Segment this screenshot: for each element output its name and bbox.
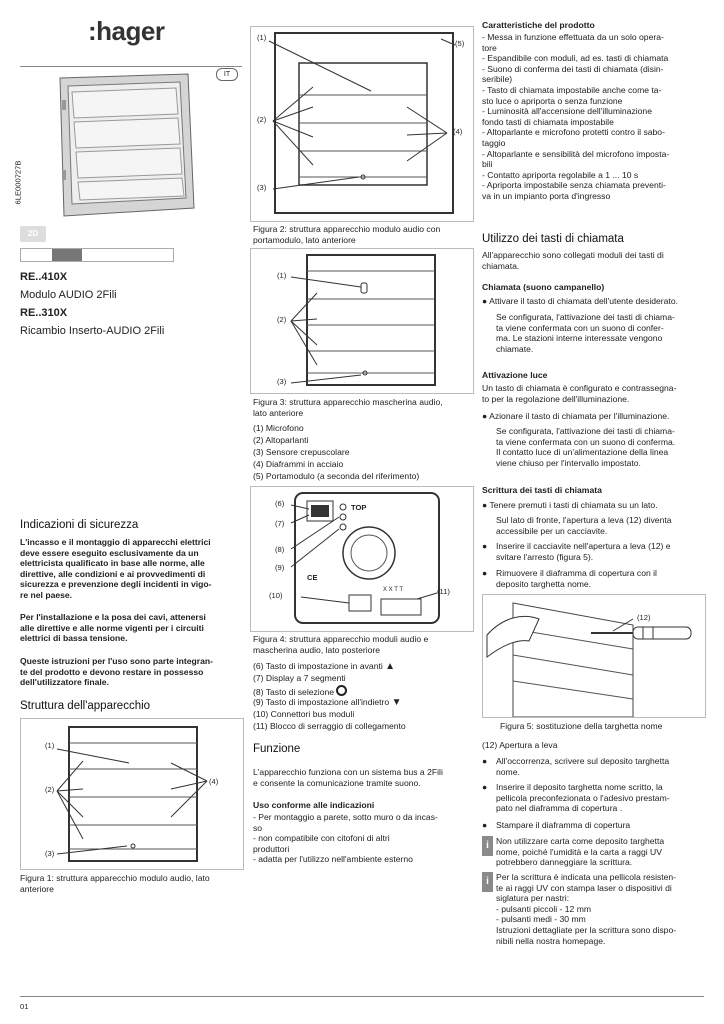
fig4-caption: Figura 4: struttura apparecchio moduli audio e mascherina audio, lato posteriore [253,634,429,655]
scr-bullet-1: ● Tenere premuti i tasti di chiamata su un lato. [482,500,658,510]
scrittura-title: Scrittura dei tasti di chiamata [482,485,602,495]
luce-bullet: ● Azionare il tasto di chiamata per l'illuminazione. [482,411,670,421]
figure-3 [250,248,474,394]
funzione-title: Funzione [253,743,301,755]
luce-title: Attivazione luce [482,370,548,380]
chiamata-bullet-text: Attivare il tasto di chiamata dell'utente desiderato. [489,296,679,306]
fig4-top-mark: TOP [351,503,367,512]
fig3-label-2: (2) [277,315,287,324]
circle-icon [336,685,347,696]
after5-bullet-2: ● [482,782,488,792]
legend2-text-9: (9) Tasto di impostazione all'indietro [253,697,390,707]
fig1-label-1: (1) [45,741,55,750]
fig4-label-8: (8) [275,545,285,554]
after5-bullet-1-text: All'occorrenza, scrivere sul deposito targhetta nome. [496,756,670,777]
product-image [48,70,198,220]
safety-title: Indicazioni di sicurezza [20,519,139,531]
brand-logo: :hager [88,16,165,46]
triangle-up-icon: ▲ [385,661,396,672]
scr-para-1: Sul lato di fronte, l'apertura a leva (12) diventa accessibile per un cacciavite. [496,515,672,536]
scr-bullet-2: ● [482,541,488,551]
utilizzo-intro: All'apparecchio sono collegati moduli dei tasti di chiamata. [482,250,664,271]
fig5-label-12: (12) [637,613,651,622]
caratt-list: - Messa in funzione effettuata da un solo opera- tore - Espandibile con moduli, ad es. tasti di chiamata - Suono di conferma dei tasti di chiamata (disin- seribile) - Tasto di chiamata impostabile anche come ta- sto luce o apriporta o senza funzione - Luminosità all'accensione dell'illuminazione fondo tasti di chiamata impostabile - Altoparlante e microfono protetti contro il sabo- taggio - Altoparlante e sensibilità del microfono imposta- bili - Contatto apriporta regolabile a 1 ... 10 s - Apriporta impostabile senza chiamata preventi- va in un impianto porta d'ingresso [482,32,670,201]
funzione-text: L'apparecchio funziona con un sistema bus a 2Fili e consente la comunicazione tramite suono. [253,767,443,788]
footer-rule [20,996,704,997]
utilizzo-title: Utilizzo dei tasti di chiamata [482,233,624,245]
badge-2d: 2D [20,226,46,242]
apertura-label: (12) Apertura a leva [482,740,558,750]
legend1-item-3: (3) Sensore crepuscolare [253,447,350,457]
legend2-item-8 [253,685,347,698]
after5-bullet-1: ● [482,756,488,766]
doc-code: 6LE000727B [13,160,23,205]
chiamata-title: Chiamata (suono campanello) [482,282,605,292]
fig4-label-6: (6) [275,499,285,508]
fig1-label-3: (3) [45,849,55,858]
fig4-ce-mark: CE [307,573,318,582]
legend2-text-6: (6) Tasto di impostazione in avanti [253,661,383,671]
caratt-title: Caratteristiche del prodotto [482,20,595,30]
product-ref-2: RE..310X [20,307,68,319]
fig1-label-2: (2) [45,785,55,794]
fig2-label-3: (3) [257,183,267,192]
legend2-item-9 [253,697,401,709]
figure-2 [250,26,474,222]
uso-title: Uso conforme alle indicazioni [253,800,375,810]
legend2-text-8: (8) Tasto di selezione [253,687,335,697]
figure-1 [20,718,244,870]
legend1-item-4: (4) Diaframmi in acciaio [253,459,344,469]
fig2-label-5: (5) [455,39,465,48]
scr-bullet-3: ● [482,568,488,578]
safety-p3: Queste istruzioni per l'uso sono parte integran- te del prodotto e devono restare in possesso dell'utilizzatore finale. [20,656,214,688]
legend2-item-7: (7) Display a 7 segmenti [253,673,346,683]
fig4-label-7: (7) [275,519,285,528]
header-rule [20,66,242,67]
after5-bullet-3-text: Stampare il diaframma di copertura [496,820,631,830]
luce-bullet-text: Azionare il tasto di chiamata per l'illuminazione. [489,411,670,421]
fig2-label-1: (1) [257,33,267,42]
figure-4 [250,486,474,632]
info-note-1: Non utilizzare carta come deposito targhetta nome, poiché l'umidità e la carta a raggi UV potrebbero danneggiare la scrittura. [496,836,665,868]
after5-bullet-2-text: Inserire il deposito targhetta nome scritto, la pellicola preconfezionata o l'adesivo prestam- pato nel diaframma di copertura . [496,782,670,814]
luce-para: Se configurata, l'attivazione dei tasti di chiama- ta viene confermata con un suono di conferma. Il contatto luce di un'alimentazione della linea viene chiuso per l'intervallo impostato. [496,426,676,468]
fig1-label-4: (4) [209,777,219,786]
scr-bullet-2-text: Inserire il cacciavite nell'apertura a leva (12) e svitare l'arresto (figura 5). [496,541,671,562]
info-note-2: Per la scrittura è indicata una pellicola resisten- te ai raggi UV con stampa laser o dispositivi di siglatura per nastri: - pulsanti piccoli - 12 mm - pulsanti medi - 30 mm Istruzioni dettagliate per la scrittura sono dispo- nibili nella nostra homepage. [496,872,677,946]
structure-title: Struttura dell'apparecchio [20,700,151,712]
safety-p2: Per l'installazione e la posa dei cavi, attenersi alle direttive e alle norme vigenti per i circuiti elettrici di bassa tensione. [20,612,206,644]
fig3-label-1: (1) [277,271,287,280]
chiamata-para: Se configurata, l'attivazione dei tasti di chiama- ta viene confermata con un suono di confer- ma. Le stazioni interne interessate vengono chiamate. [496,312,675,354]
legend1-item-2: (2) Altoparlanti [253,435,309,445]
figure-5 [482,594,706,718]
uso-list: - Per montaggio a parete, sotto muro o da incas- so - non compatibile con citofoni di altri produttori - adatta per l'utilizzo nell'ambiente esterno [253,812,438,865]
product-name-1: Modulo AUDIO 2Fili [20,289,117,301]
legend1-item-1: (1) Microfono [253,423,304,433]
info-icon-2: i [482,872,493,892]
legend1-item-5: (5) Portamodulo (a seconda del riferimento) [253,471,420,481]
fig4-label-9: (9) [275,563,285,572]
product-ref-1: RE..410X [20,271,68,283]
legend2-item-10: (10) Connettori bus moduli [253,709,355,719]
fig2-caption: Figura 2: struttura apparecchio modulo audio con portamodulo, lato anteriore [253,224,441,245]
safety-p1: L'incasso e il montaggio di apparecchi elettrici deve essere eseguito esclusivamente da un elettricista qualificato in base alle norme, alle direttive, alle condizioni e ai provvedimenti di sicurezza e prevenzione degli incidenti in vigo- re nel paese. [20,537,212,600]
legend2-item-11: (11) Blocco di serraggio di collegamento [253,721,406,731]
fig3-caption: Figura 3: struttura apparecchio mascherina audio, lato anteriore [253,397,443,418]
fig4-label-10: (10) [269,591,283,600]
info-icon: i [482,836,493,856]
product-name-2: Ricambio Inserto-AUDIO 2Fili [20,325,165,337]
fig4-terminal-mark: X X T T [383,587,404,593]
scr-bullet-3-text: Rimuovere il diaframma di copertura con il deposito targhetta nome. [496,568,657,589]
luce-intro: Un tasto di chiamata è configurato e contrassegna- to per la regolazione dell'illuminazione. [482,383,677,404]
fig2-label-2: (2) [257,115,267,124]
indicator-bar [20,248,174,262]
page-number: 01 [20,1002,29,1011]
lang-badge: IT [216,68,238,81]
after5-bullet-3: ● [482,820,488,830]
chiamata-bullet: ● Attivare il tasto di chiamata dell'utente desiderato. [482,296,679,306]
fig1-caption: Figura 1: struttura apparecchio modulo audio, lato anteriore [20,873,210,894]
legend2-item-6 [253,661,395,673]
scr-bullet-1-text: Tenere premuti i tasti di chiamata su un lato. [489,500,658,510]
indicator-fill [52,249,82,261]
fig4-label-11: (11) [437,587,450,596]
triangle-down-icon: ▼ [391,697,402,708]
fig5-caption: Figura 5: sostituzione della targhetta nome [500,721,663,731]
fig2-label-4: (4) [453,127,463,136]
fig3-label-3: (3) [277,377,287,386]
